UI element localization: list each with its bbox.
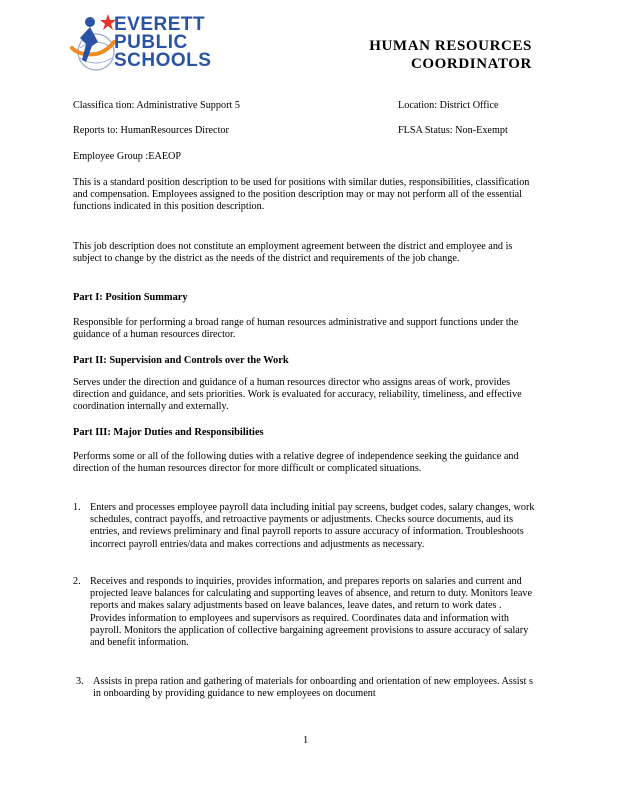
page-number: 1 (303, 735, 309, 746)
part-3-text: Performs some or all of the following duties with a relative degree of independence seeking the guidance and direction of the human resources director for more difficult or complicated situations. (73, 451, 519, 475)
logo-wordmark (114, 16, 211, 70)
list-item (73, 502, 538, 551)
employee-group: Employee Group :EAEOP (73, 151, 182, 162)
location: Location: District Office (398, 100, 499, 111)
list-item-text: Enters and processes employee payroll data including initial pay screens, budget codes, salary changes, work schedules, contract payoffs, and retroactive payments or adjustments. Checks source documents, aud its entries, and reviews preliminary and final payroll reports to assure accuracy of information. Troubleshoots incorrect payroll entries/data and makes corrections and adjustments as necessary. (90, 502, 535, 550)
list-item (76, 676, 541, 700)
intro-paragraph-1: This is a standard position description to be used for positions with similar duties, responsibilities, classification and compensation. Employees assigned to the position description may or may not perform all of the essential functions indicated in this position description. (73, 177, 530, 213)
intro-paragraph-2: This job description does not constitute an employment agreement between the district and employee and is subject to change by the district as the needs of the district and requirements of the job change. (73, 241, 513, 265)
part-1-heading: Part I: Position Summary (73, 292, 188, 303)
district-logo (70, 12, 245, 82)
reports-to: Reports to: HumanResources Director (73, 125, 229, 136)
title-line-2: COORDINATOR (410, 56, 532, 72)
document-title (369, 37, 532, 73)
part-3-heading: Part III: Major Duties and Responsibilities (73, 427, 264, 438)
logo-line-3: SCHOOLS (114, 50, 212, 71)
list-item-text: Assists in prepa ration and gathering of materials for onboarding and orientation of new employees. Assist s in onboarding by providing guidance to new employees on document (93, 676, 533, 700)
list-item-number: 2. (73, 576, 81, 587)
list-item-text: Receives and responds to inquiries, provides information, and prepares reports on salaries and current and projected leave balances for calculating and supporting leaves of absence, and return to duty. Monitors leave reports and makes salary adjustments based on leave balances, leave dates, and return to work dates . Provides information to employees and supervisors as required. Coordinates data and information with payroll. Monitors the application of collective bargaining agreement provisions to assure accuracy of salary and benefit information. (90, 576, 533, 649)
part-1-text: Responsible for performing a broad range of human resources administrative and support functions under the guidance of a human resources director. (73, 317, 519, 341)
classification: Classifica tion: Administrative Support 5 (73, 100, 240, 111)
logo-line-2: PUBLIC (114, 32, 188, 53)
part-2-text: Serves under the direction and guidance of a human resources director who assigns areas of work, provides direction and guidance, and sets priorities. Work is evaluated for accuracy, reliability, timeliness, and effective coordination internally and externally. (73, 377, 522, 413)
list-item (73, 576, 538, 649)
list-item-number: 3. (76, 676, 84, 687)
title-line-1: HUMAN RESOURCES (369, 38, 532, 54)
flsa-status: FLSA Status: Non-Exempt (398, 125, 508, 136)
list-item-number: 1. (73, 502, 81, 513)
part-2-heading: Part II: Supervision and Controls over the Work (73, 355, 289, 366)
logo-line-1: EVERETT (114, 14, 206, 35)
logo-emblem-icon (70, 12, 118, 78)
